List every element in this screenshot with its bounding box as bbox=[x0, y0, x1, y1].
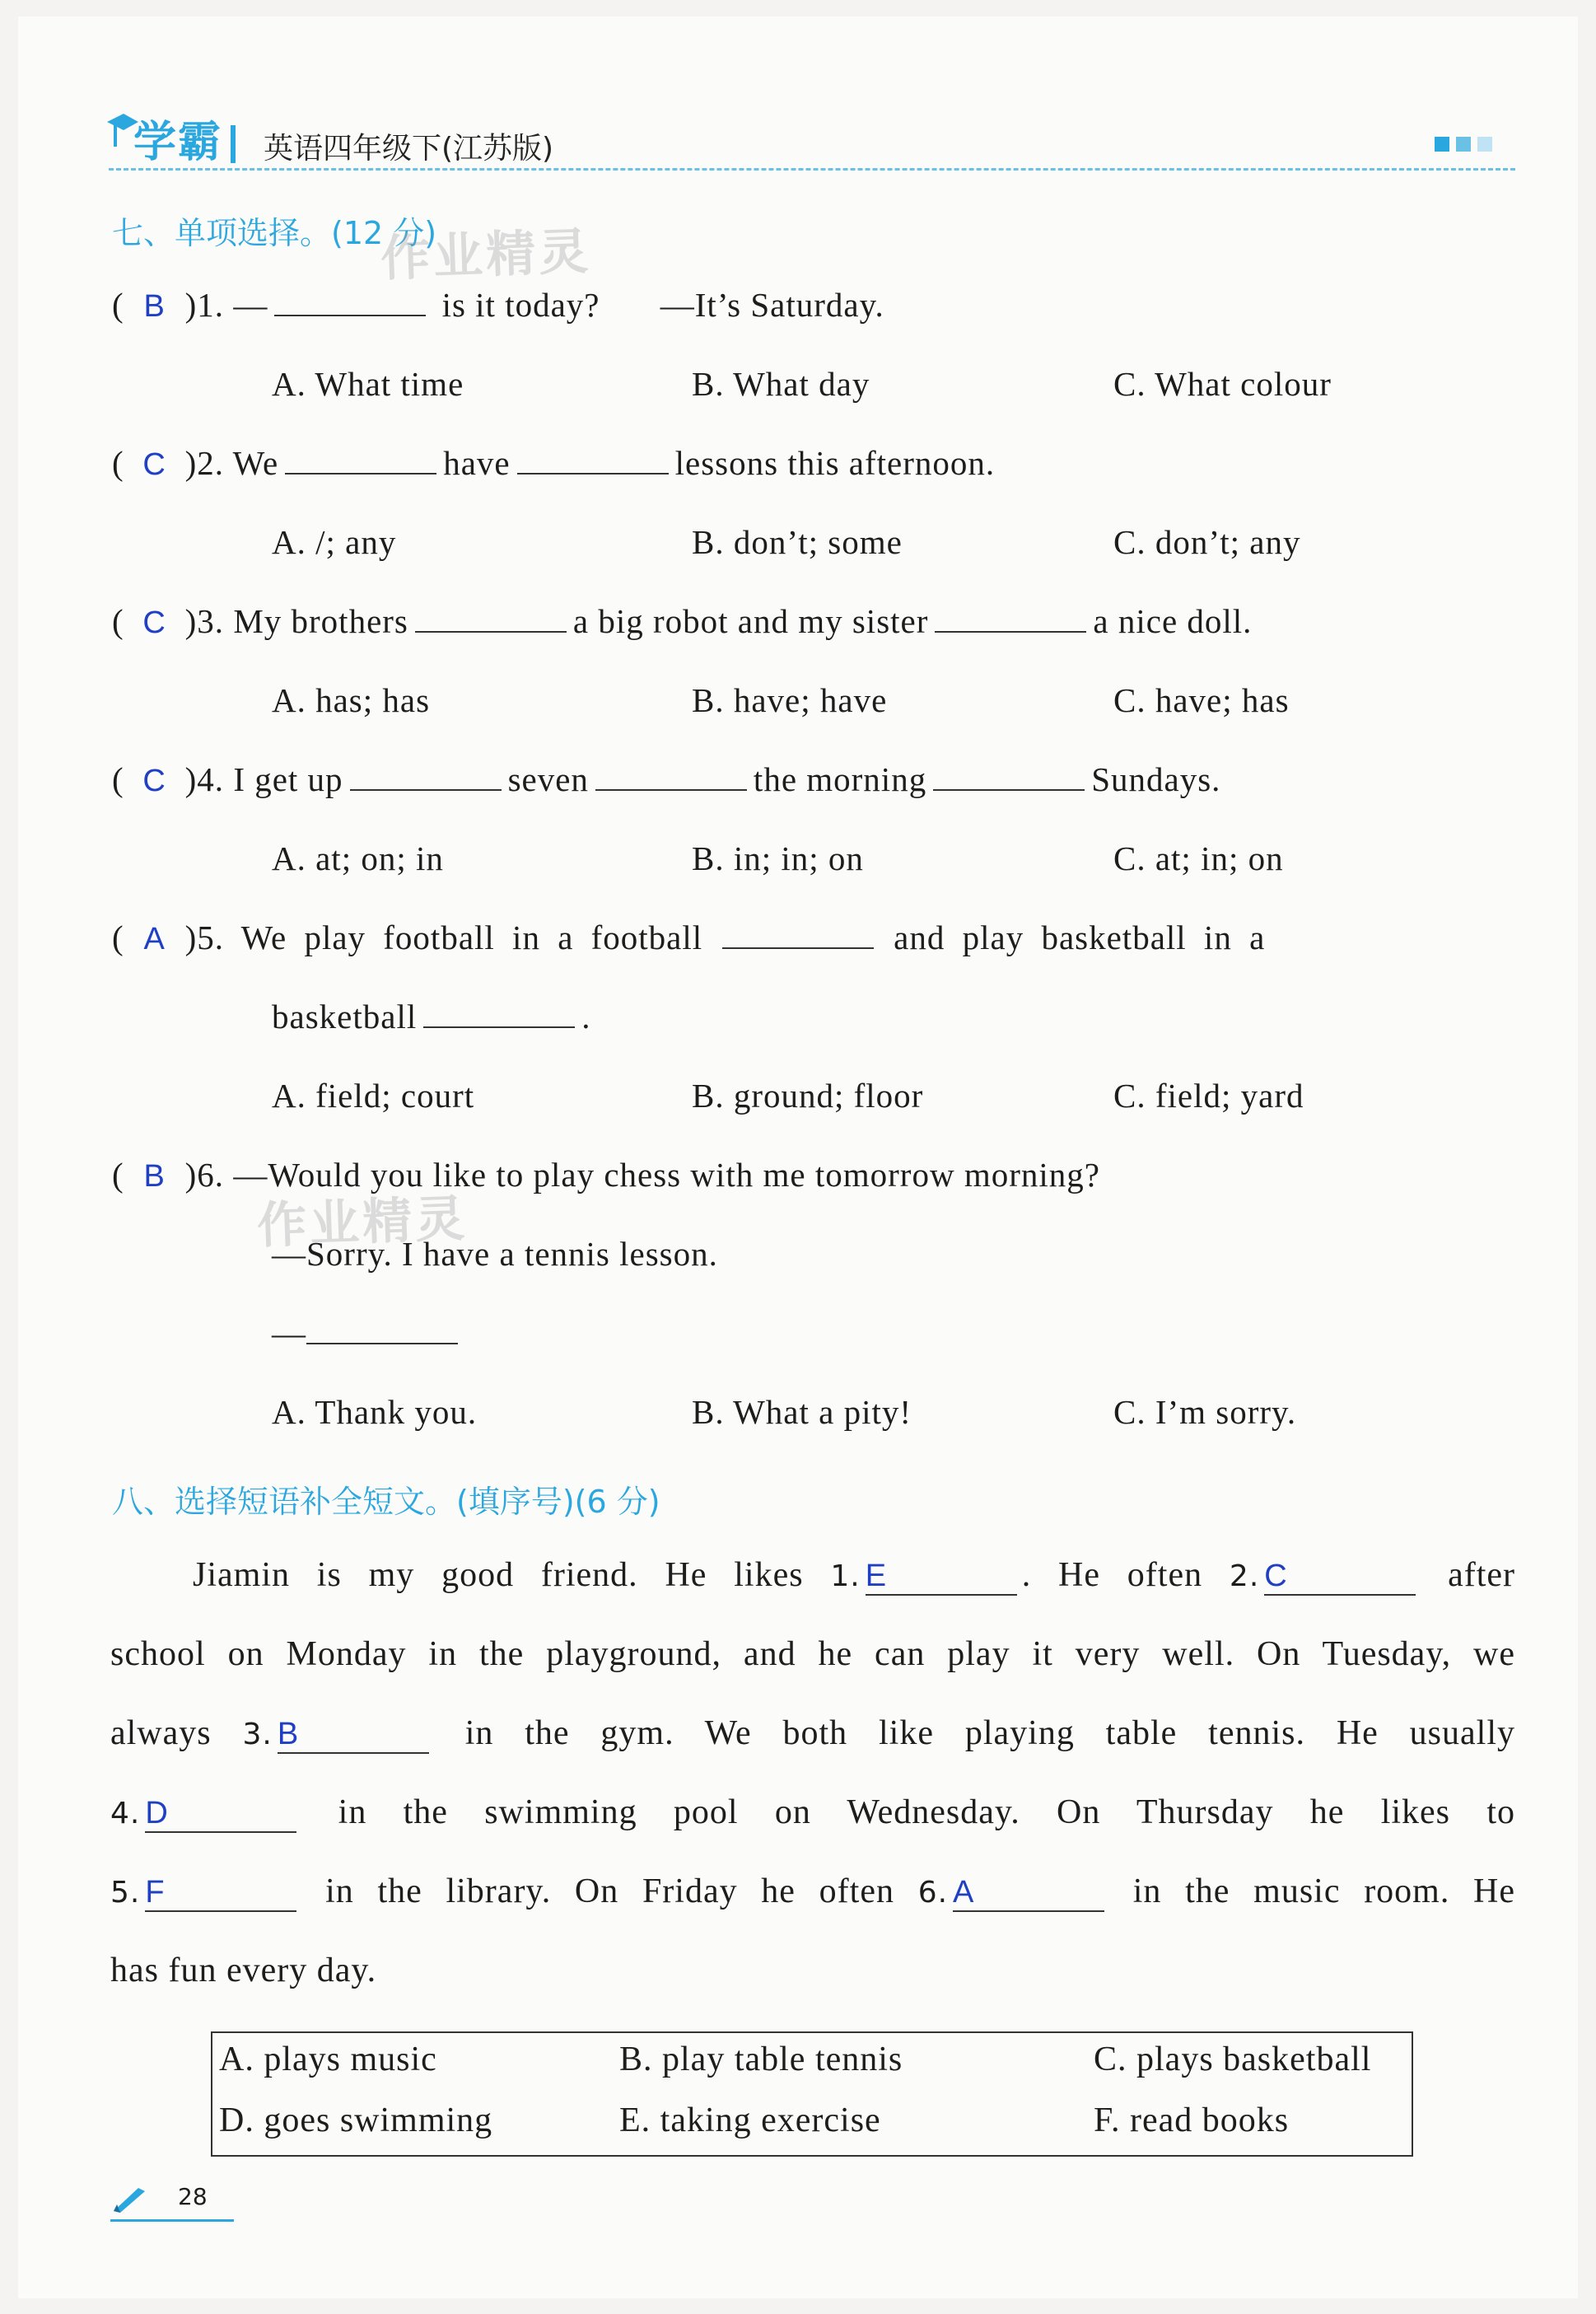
blank-number: 1. bbox=[830, 1559, 861, 1593]
option-a: A. /; any bbox=[272, 523, 397, 561]
fill-answer: B bbox=[278, 1716, 429, 1754]
question-5 bbox=[112, 918, 1265, 957]
stem-text: seven bbox=[507, 760, 589, 798]
option-b: B. What a pity! bbox=[692, 1393, 912, 1431]
option-a: A. field; court bbox=[272, 1077, 475, 1115]
passage-line bbox=[110, 1536, 1515, 1616]
question-3 bbox=[112, 601, 1252, 641]
choice-c: C. plays basketball bbox=[1094, 2041, 1372, 2078]
stem-text: and play basketball in a bbox=[894, 919, 1266, 956]
answer-blank bbox=[933, 761, 1085, 791]
option-c: C. don’t; any bbox=[1113, 523, 1301, 561]
passage-text: always bbox=[110, 1714, 212, 1752]
dialogue-line bbox=[272, 1234, 718, 1274]
option-a: A. has; has bbox=[272, 681, 431, 719]
blank-number: 5. bbox=[110, 1876, 141, 1910]
answer-blank bbox=[415, 603, 567, 633]
header-square bbox=[1456, 137, 1471, 152]
blank-number: 4. bbox=[110, 1797, 141, 1830]
paren-open: ( bbox=[112, 919, 124, 956]
logo-divider bbox=[231, 125, 236, 163]
header bbox=[109, 101, 1515, 170]
stem-text: —Sorry. I have a tennis lesson. bbox=[272, 1235, 718, 1273]
option-b: B. What day bbox=[692, 365, 870, 403]
option-a: A. What time bbox=[272, 365, 464, 403]
question-number: )4. bbox=[184, 760, 225, 798]
passage-text: has fun every day. bbox=[110, 1952, 377, 1989]
paren-open: ( bbox=[112, 444, 124, 482]
dialogue-line bbox=[272, 1313, 464, 1353]
stem-text: . bbox=[581, 998, 591, 1035]
stem-text: lessons this afternoon. bbox=[674, 444, 996, 482]
stem-text: basketball bbox=[272, 998, 418, 1035]
stem-text: a big robot and my sister bbox=[572, 602, 929, 640]
logo bbox=[109, 107, 240, 167]
choice-b: B. play table tennis bbox=[619, 2041, 903, 2078]
answer: C bbox=[142, 605, 166, 640]
stem-text: — bbox=[272, 1314, 306, 1352]
passage-text: after bbox=[1448, 1556, 1516, 1594]
blank-number: 3. bbox=[242, 1718, 273, 1751]
answer-blank bbox=[517, 445, 669, 474]
option-c: C. What colour bbox=[1113, 365, 1332, 403]
stem-text: I get up bbox=[233, 760, 343, 798]
question-number: )2. bbox=[184, 444, 225, 482]
stem-text: My brothers bbox=[233, 602, 408, 640]
option-a: A. Thank you. bbox=[272, 1393, 478, 1431]
stem-text: — bbox=[233, 286, 268, 324]
question-4 bbox=[112, 760, 1220, 799]
option-c: C. I’m sorry. bbox=[1113, 1393, 1297, 1431]
option-b: B. ground; floor bbox=[692, 1077, 924, 1115]
answer-blank bbox=[274, 287, 426, 316]
fill-answer: E bbox=[866, 1558, 1017, 1596]
footer-line bbox=[110, 2219, 234, 2222]
stem-text: have bbox=[443, 444, 511, 482]
passage-line bbox=[110, 1773, 1515, 1854]
passage-text: in the music room. He bbox=[1132, 1872, 1516, 1910]
watermark: 作业精灵 bbox=[380, 222, 593, 288]
logo-text: 学霸 bbox=[133, 118, 223, 167]
answer-blank bbox=[423, 998, 575, 1028]
answer: B bbox=[143, 1159, 166, 1194]
passage-text: in the library. On Friday he often bbox=[325, 1872, 894, 1910]
passage-line bbox=[110, 1852, 1515, 1933]
option-b: B. in; in; on bbox=[692, 839, 864, 877]
passage-text: Jiamin is my good friend. He likes bbox=[193, 1556, 804, 1594]
stem-text: We bbox=[232, 444, 279, 482]
question-number: )3. bbox=[184, 602, 225, 640]
pencil-icon bbox=[110, 2186, 150, 2216]
fill-answer: F bbox=[145, 1874, 296, 1912]
stem-text: —It’s Saturday. bbox=[660, 286, 884, 324]
option-b: B. have; have bbox=[692, 681, 888, 719]
answer-blank bbox=[935, 603, 1086, 633]
passage-line bbox=[110, 1931, 1515, 2010]
passage-line bbox=[110, 1615, 1515, 1694]
header-square bbox=[1435, 137, 1449, 152]
choice-e: E. taking exercise bbox=[619, 2101, 881, 2139]
stem-text: Sundays. bbox=[1091, 760, 1221, 798]
question-5-continued bbox=[272, 997, 590, 1036]
blank-number: 2. bbox=[1229, 1559, 1260, 1593]
header-divider bbox=[109, 168, 1515, 171]
page-number: 28 bbox=[178, 2183, 208, 2210]
option-c: C. at; in; on bbox=[1113, 839, 1284, 877]
section-8-title: 八、选择短语补全短文。(填序号)(6 分) bbox=[112, 1484, 660, 1520]
answer-blank bbox=[722, 919, 874, 949]
answer-blank bbox=[350, 761, 502, 791]
answer-blank bbox=[306, 1315, 458, 1344]
question-number: )6. bbox=[184, 1156, 225, 1194]
passage-text: . He often bbox=[1021, 1556, 1203, 1594]
header-decoration bbox=[1428, 137, 1492, 156]
option-a: A. at; on; in bbox=[272, 839, 444, 877]
option-c: C. field; yard bbox=[1113, 1077, 1304, 1115]
choices-box bbox=[211, 2031, 1413, 2157]
choice-a: A. plays music bbox=[219, 2041, 437, 2078]
stem-text: —Would you like to play chess with me tomorrow morning? bbox=[233, 1156, 1100, 1194]
fill-answer: D bbox=[145, 1795, 296, 1833]
question-1 bbox=[112, 285, 884, 325]
paren-open: ( bbox=[112, 602, 124, 640]
paren-open: ( bbox=[112, 1156, 124, 1194]
fill-answer: C bbox=[1264, 1558, 1416, 1596]
question-number: )1. bbox=[184, 286, 225, 324]
answer: B bbox=[143, 289, 166, 324]
answer-blank bbox=[595, 761, 747, 791]
choice-f: F. read books bbox=[1094, 2101, 1290, 2139]
header-square bbox=[1477, 137, 1492, 152]
passage-text: in the swimming pool on Wednesday. On Thursday he likes to bbox=[338, 1793, 1515, 1831]
stem-text: the morning bbox=[753, 760, 927, 798]
question-2 bbox=[112, 443, 995, 483]
blank-number: 6. bbox=[917, 1876, 949, 1910]
fill-answer: A bbox=[953, 1874, 1104, 1912]
answer: C bbox=[142, 447, 166, 482]
option-c: C. have; has bbox=[1113, 681, 1290, 719]
option-b: B. don’t; some bbox=[692, 523, 903, 561]
watermark: 作业精灵 bbox=[256, 1190, 469, 1255]
passage-line bbox=[110, 1694, 1515, 1774]
answer: C bbox=[142, 764, 166, 798]
section-7-title: 七、单项选择。(12 分) bbox=[112, 215, 437, 251]
answer: A bbox=[143, 922, 166, 956]
stem-text: a nice doll. bbox=[1093, 602, 1253, 640]
book-title: 英语四年级下(江苏版) bbox=[264, 132, 554, 166]
passage-text: in the gym. We both like playing table tennis. He usually bbox=[464, 1714, 1515, 1752]
question-number: )5. bbox=[184, 919, 225, 956]
choice-d: D. goes swimming bbox=[219, 2101, 493, 2139]
stem-text: is it today? bbox=[432, 286, 600, 324]
answer-blank bbox=[285, 445, 436, 474]
stem-text: We play football in a football bbox=[240, 919, 703, 956]
passage-text: school on Monday in the playground, and he can play it very well. On Tuesday, we bbox=[110, 1635, 1515, 1673]
paren-open: ( bbox=[112, 286, 124, 324]
paren-open: ( bbox=[112, 760, 124, 798]
